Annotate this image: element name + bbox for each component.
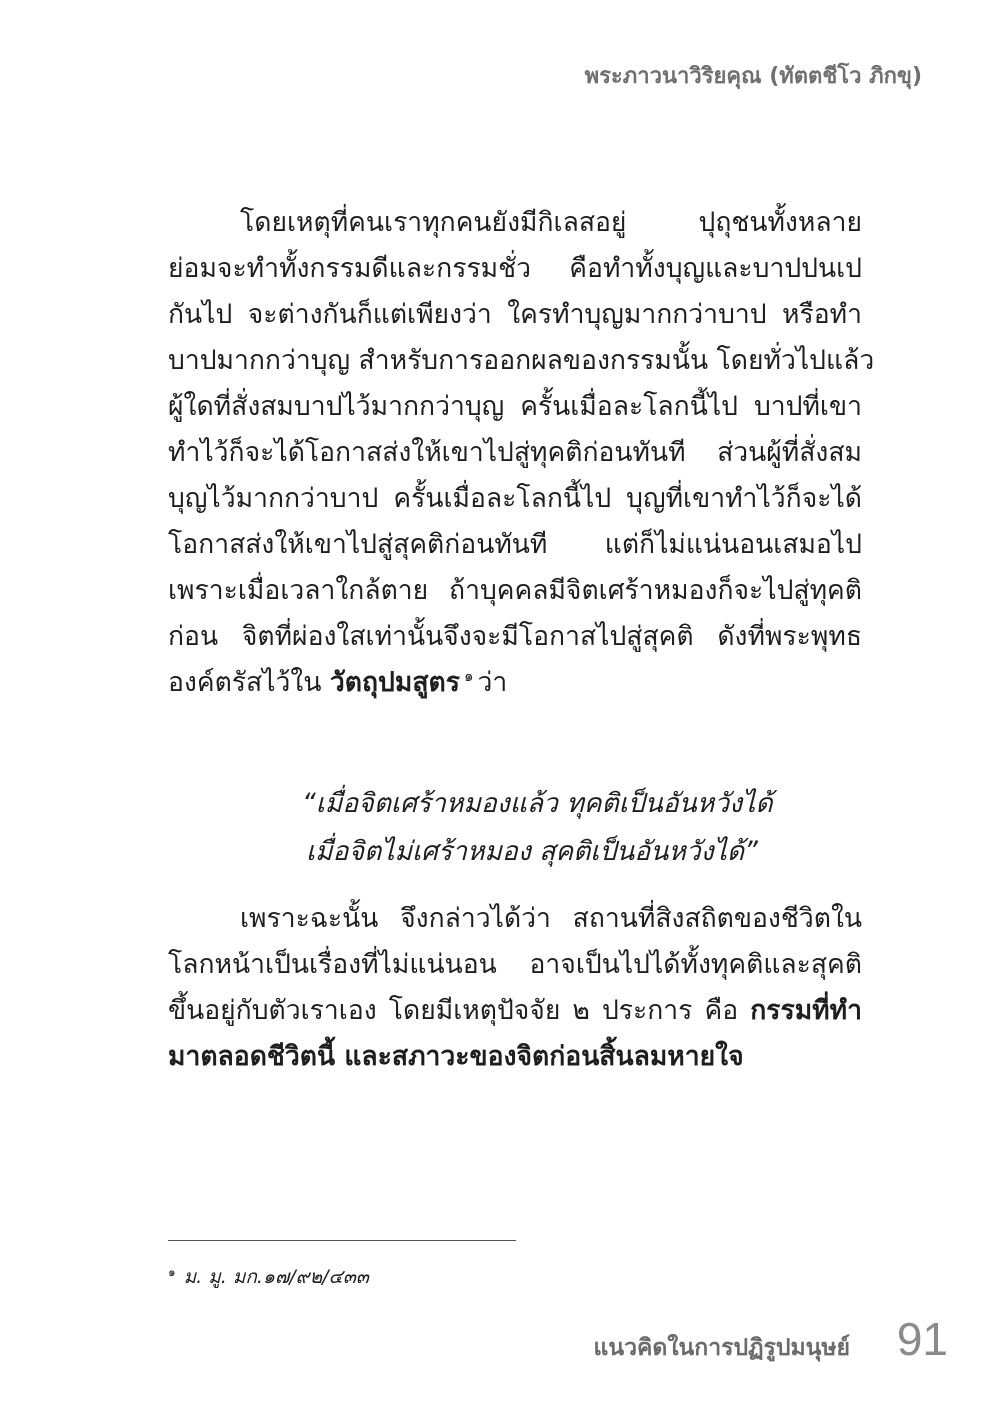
paragraph-line: ทำไว้ก็จะได้โอกาสส่งให้เขาไปสู่ทุคติก่อนทันที ส่วนผู้ที่สั่งสม	[168, 437, 862, 468]
paragraph-1	[168, 200, 875, 706]
paragraph-line: โดยเหตุที่คนเราทุกคนยังมีกิเลสอยู่ ปุถุชนทั้งหลาย	[240, 207, 862, 238]
paragraph-line	[168, 660, 862, 706]
quote-line: เมื่อจิตไม่เศร้าหมอง สุคติเป็นอันหวังได้”	[306, 836, 758, 867]
paragraph-line: เพราะฉะนั้น จึงกล่าวได้ว่า สถานที่สิงสถิตของชีวิตใน	[240, 903, 862, 934]
footnote-text: ม. มู. มก.๑๗/๙๒/๔๓๓	[183, 1266, 369, 1288]
sutta-name: วัตถุปมสูตร	[329, 667, 460, 698]
page-number: 91	[896, 1313, 948, 1365]
paragraph-text: ขึ้นอยู่กับตัวเราเอง โดยมีเหตุปัจจัย ๒ ประการ คือ	[168, 995, 739, 1026]
paragraph-line: ก่อน จิตที่ผ่องใสเท่านั้นจึงจะมีโอกาสไปสู่สุคติ ดังที่พระพุทธ	[168, 621, 862, 652]
block-quote	[302, 780, 773, 876]
paragraph-line: กันไป จะต่างกันก็แต่เพียงว่า ใครทำบุญมากกว่าบาป หรือทำ	[168, 299, 862, 330]
footer-book-title: แนวคิดในการปฏิรูปมนุษย์	[593, 1335, 850, 1361]
footnote-number: ๑	[168, 1264, 176, 1279]
quote-line: “เมื่อจิตเศร้าหมองแล้ว ทุคติเป็นอันหวังได้	[302, 788, 773, 819]
paragraph-line: ผู้ใดที่สั่งสมบาปไว้มากกว่าบุญ ครั้นเมื่อละโลกนี้ไป บาปที่เขา	[168, 391, 862, 422]
emphasis-line: มาตลอดชีวิตนี้ และสภาวะของจิตก่อนสิ้นลมหายใจ	[168, 1041, 744, 1072]
paragraph-line: บุญไว้มากกว่าบาป ครั้นเมื่อละโลกนี้ไป บุญที่เขาทำไว้ก็จะได้	[168, 483, 862, 514]
paragraph-line: บาปมากกว่าบุญ สำหรับการออกผลของกรรมนั้น โดยทั่วไปแล้ว	[168, 345, 875, 376]
running-header: พระภาวนาวิริยคุณ (ทัตตชีโว ภิกขุ)	[584, 64, 922, 89]
paragraph-text: ว่า	[477, 667, 508, 698]
footnote	[168, 1262, 369, 1292]
emphasis-text: กรรมที่ทำ	[750, 995, 862, 1026]
paragraph-line: โอกาสส่งให้เขาไปสู่สุคติก่อนทันที แต่ก็ไม่แน่นอนเสมอไป	[168, 529, 862, 560]
paragraph-line: ย่อมจะทำทั้งกรรมดีและกรรมชั่ว คือทำทั้งบุญและบาปปนเป	[168, 253, 862, 284]
paragraph-line: โลกหน้าเป็นเรื่องที่ไม่แน่นอน อาจเป็นไปได้ทั้งทุคติและสุคติ	[168, 949, 862, 980]
paragraph-line: เพราะเมื่อเวลาใกล้ตาย ถ้าบุคคลมีจิตเศร้าหมองก็จะไปสู่ทุคติ	[168, 575, 862, 606]
paragraph-line	[168, 988, 862, 1034]
paragraph-text: องค์ตรัสไว้ใน	[168, 667, 322, 698]
paragraph-2	[168, 896, 862, 1080]
footnote-divider	[168, 1240, 516, 1241]
footnote-reference[interactable]: ๑	[463, 667, 474, 686]
